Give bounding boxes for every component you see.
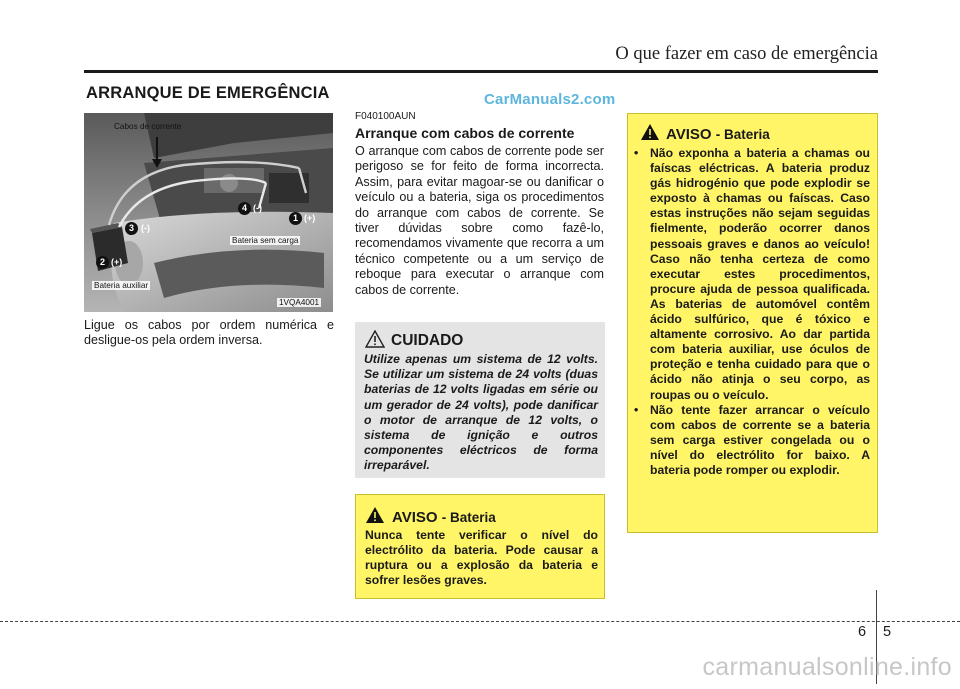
footer-rule <box>0 621 960 622</box>
warning-box-small <box>355 494 605 599</box>
watermark-bottom[interactable]: carmanualsonline.info <box>702 653 952 681</box>
warning-large-label: AVISO <box>666 126 712 143</box>
jump-start-figure <box>84 113 333 312</box>
caution-text: Utilize apenas um sistema de 12 volts. Se utilizar um sistema de 24 volts (duas baterias de 12 volts ligadas em série ou um gerador de 24 volts), pode danificar o motor de arranque de 12 volts, o sistema de ignição e outros componentes eléctricos de forma irreparável. <box>364 352 598 473</box>
caution-triangle-icon <box>365 330 385 348</box>
terminal-minus-aux: (-) <box>141 223 150 233</box>
warning-small-label: AVISO <box>392 509 438 526</box>
warning-box-large <box>627 113 878 533</box>
label-aux-battery: Bateria auxiliar <box>94 281 149 290</box>
warning-large-subtitle: - Bateria <box>715 127 770 142</box>
terminal-plus-aux: (+) <box>111 257 123 267</box>
label-cables: Cabos de corrente <box>114 122 182 131</box>
subheading: Arranque com cabos de corrente <box>355 125 575 141</box>
chapter-title: O que fazer em caso de emergência <box>615 44 878 64</box>
terminal-plus-dead: (+) <box>304 213 316 223</box>
bullet-glyph: • <box>634 402 639 417</box>
warning-small-title <box>392 509 496 526</box>
watermark-top[interactable]: CarManuals2.com <box>484 91 616 108</box>
bullet-glyph: • <box>634 146 639 160</box>
figure-caption: Ligue os cabos por ordem numérica e desligue-os pela ordem inversa. <box>84 318 334 348</box>
page-number: 5 <box>883 624 892 640</box>
header-rule <box>84 70 878 73</box>
badge-3: 3 <box>125 222 138 235</box>
section-title: ARRANQUE DE EMERGÊNCIA <box>86 84 330 102</box>
badge-2: 2 <box>96 256 109 269</box>
section-code: F040100AUN <box>355 111 416 122</box>
intro-paragraph: O arranque com cabos de corrente pode ser perigoso se for feito de forma incorrecta. Assim, para evitar magoar-se ou danificar o veículo ou a bateria, siga os procedimentos do arranque com cabos de corrente. Se tiver dúvidas sobre como fazê-lo, recomendamos vivamente que recorra a um técnico competente ou a um serviço de reboque para executar o arranque com cabos de corrente. <box>355 144 604 297</box>
list-item <box>632 403 870 478</box>
warning-item-text: Não exponha a bateria a chamas ou faíscas eléctricas. A bateria produz gás hidrogénio que pode explodir se exposto à chamas ou faíscas. Caso estas instruções não sejam seguidas fielmente, poderão ocorrer danos pessoais graves e danos ao veículo! Caso não tenha certeza de como executar estes procedimentos, procure ajuda de pessoa qualificada. As baterias de automóvel contêm ácido sulfúrico, que é tóxico e altamente corrosivo. Ao dar partida com bateria auxiliar, use óculos de proteção e tenha cuidado para que o ácido não atinja o seu corpo, as roupas ou o veículo. <box>650 146 870 402</box>
terminal-minus-dead: (-) <box>253 203 262 213</box>
warning-large-title <box>666 126 770 143</box>
warning-small-subtitle: - Bateria <box>441 510 496 525</box>
warning-large-list <box>632 146 870 478</box>
badge-4: 4 <box>238 202 251 215</box>
warning-triangle-icon <box>365 506 385 524</box>
warning-small-text: Nunca tente verificar o nível do electrólito da bateria. Pode causar a ruptura ou a explosão da bateria e sofrer lesões graves. <box>365 528 598 588</box>
caution-box <box>355 322 605 478</box>
badge-1: 1 <box>289 212 302 225</box>
warning-triangle-icon <box>640 123 660 141</box>
figure-code: 1VQA4001 <box>279 298 320 307</box>
caution-title: CUIDADO <box>391 332 464 349</box>
list-item <box>632 146 870 403</box>
chapter-number: 6 <box>858 624 867 640</box>
warning-item-text: Não tente fazer arrancar o veículo com cabos de corrente se a bateria sem carga estiver congelada ou o nível do electrólito for baixo. A bateria pode romper ou explodir. <box>650 402 870 477</box>
label-dead-battery: Bateria sem carga <box>232 236 299 245</box>
